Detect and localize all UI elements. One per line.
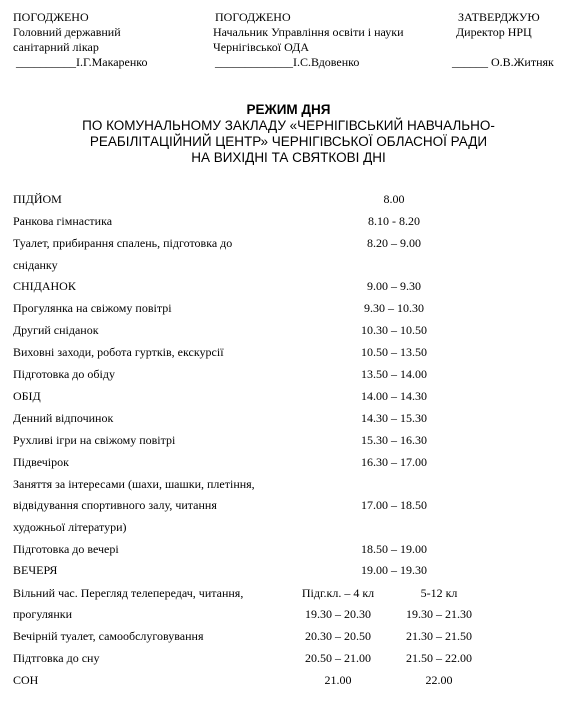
activity-label: Підтговка до сну [13, 651, 100, 665]
document-title: РЕЖИМ ДНЯ [246, 102, 331, 117]
activity-time: 8.20 – 9.00 [367, 236, 421, 250]
activity-time: 9.30 – 10.30 [364, 301, 424, 315]
activity-label: ПІДЙОМ [13, 192, 62, 206]
activity-time: 15.30 – 16.30 [361, 433, 427, 447]
activity-label: Прогулянка на свіжому повітрі [13, 301, 172, 315]
activity-time-senior: 22.00 [425, 673, 453, 687]
activity-time: 18.50 – 19.00 [361, 542, 427, 556]
activity-label: Рухливі ігри на свіжому повітрі [13, 433, 176, 447]
approver-position: санітарний лікар [13, 40, 99, 54]
signature-line: _____________І.С.Вдовенко [215, 55, 360, 69]
activity-label: СНІДАНОК [13, 279, 76, 293]
document-subtitle: РЕАБІЛІТАЦІЙНИЙ ЦЕНТР» ЧЕРНІГІВСЬКОЇ ОБЛАСНОЇ РАДИ [89, 134, 488, 149]
activity-label-continued: прогулянки [13, 607, 72, 621]
activity-time: 19.00 – 19.30 [361, 563, 427, 577]
activity-label: Підвечірок [13, 455, 69, 469]
activity-time-senior: 21.50 – 22.00 [406, 651, 472, 665]
activity-label-continued: сніданку [13, 258, 58, 272]
activity-time-junior: 21.00 [324, 673, 352, 687]
activity-time: 9.00 – 9.30 [367, 279, 421, 293]
activity-label: Підготовка до обіду [13, 367, 115, 381]
activity-label: Ранкова гімнастика [13, 214, 113, 228]
approver-position: Начальник Управління освіти і науки [213, 25, 404, 39]
activity-time-junior: 19.30 – 20.30 [305, 607, 371, 621]
activity-label: Вільний час. Перегляд телепередач, читання, [13, 586, 244, 600]
activity-label: Заняття за інтересами (шахи, шашки, плетіння, [13, 477, 255, 491]
group-column-header: 5-12 кл [420, 586, 458, 600]
activity-label-continued: художньої літератури) [13, 520, 127, 534]
activity-time: 8.00 [383, 192, 405, 206]
activity-label: ВЕЧЕРЯ [13, 563, 58, 577]
approver-position: Директор НРЦ [456, 25, 532, 39]
activity-time: 8.10 - 8.20 [368, 214, 420, 228]
activity-time: 13.50 – 14.00 [361, 367, 427, 381]
activity-label: Другий сніданок [13, 323, 99, 337]
activity-label: Вечірній туалет, самообслуговування [13, 629, 204, 643]
approval-title: ЗАТВЕРДЖУЮ [458, 10, 540, 24]
document-subtitle: НА ВИХІДНІ ТА СВЯТКОВІ ДНІ [191, 150, 386, 165]
activity-label: Виховні заходи, робота гуртків, екскурсії [13, 345, 224, 359]
activity-time-junior: 20.50 – 21.00 [305, 651, 371, 665]
activity-time: 14.00 – 14.30 [361, 389, 427, 403]
activity-label: ОБІД [13, 389, 41, 403]
activity-time-senior: 19.30 – 21.30 [406, 607, 472, 621]
activity-time-senior: 21.30 – 21.50 [406, 629, 472, 643]
activity-time: 10.50 – 13.50 [361, 345, 427, 359]
activity-label: Денний відпочинок [13, 411, 114, 425]
activity-label: Туалет, прибирання спалень, підготовка до [13, 236, 233, 250]
signature-line: ______ О.В.Житняк [452, 55, 554, 69]
activity-label-continued: відвідування спортивного залу, читання [13, 498, 217, 512]
signature-line: __________І.Г.Макаренко [16, 55, 148, 69]
approver-position: Головний державний [13, 25, 121, 39]
approver-position: Чернігівської ОДА [213, 40, 310, 54]
group-column-header: Підг.кл. – 4 кл [301, 586, 375, 600]
approval-title: ПОГОДЖЕНО [215, 10, 291, 24]
activity-time-junior: 20.30 – 20.50 [305, 629, 371, 643]
approval-title: ПОГОДЖЕНО [13, 10, 89, 24]
document-subtitle: ПО КОМУНАЛЬНОМУ ЗАКЛАДУ «ЧЕРНІГІВСЬКИЙ НАВЧАЛЬНО- [82, 118, 495, 133]
activity-time: 14.30 – 15.30 [361, 411, 427, 425]
activity-label: СОН [13, 673, 39, 687]
activity-time: 17.00 – 18.50 [361, 498, 427, 512]
activity-time: 10.30 – 10.50 [361, 323, 427, 337]
activity-time: 16.30 – 17.00 [361, 455, 427, 469]
activity-label: Підготовка до вечері [13, 542, 119, 556]
